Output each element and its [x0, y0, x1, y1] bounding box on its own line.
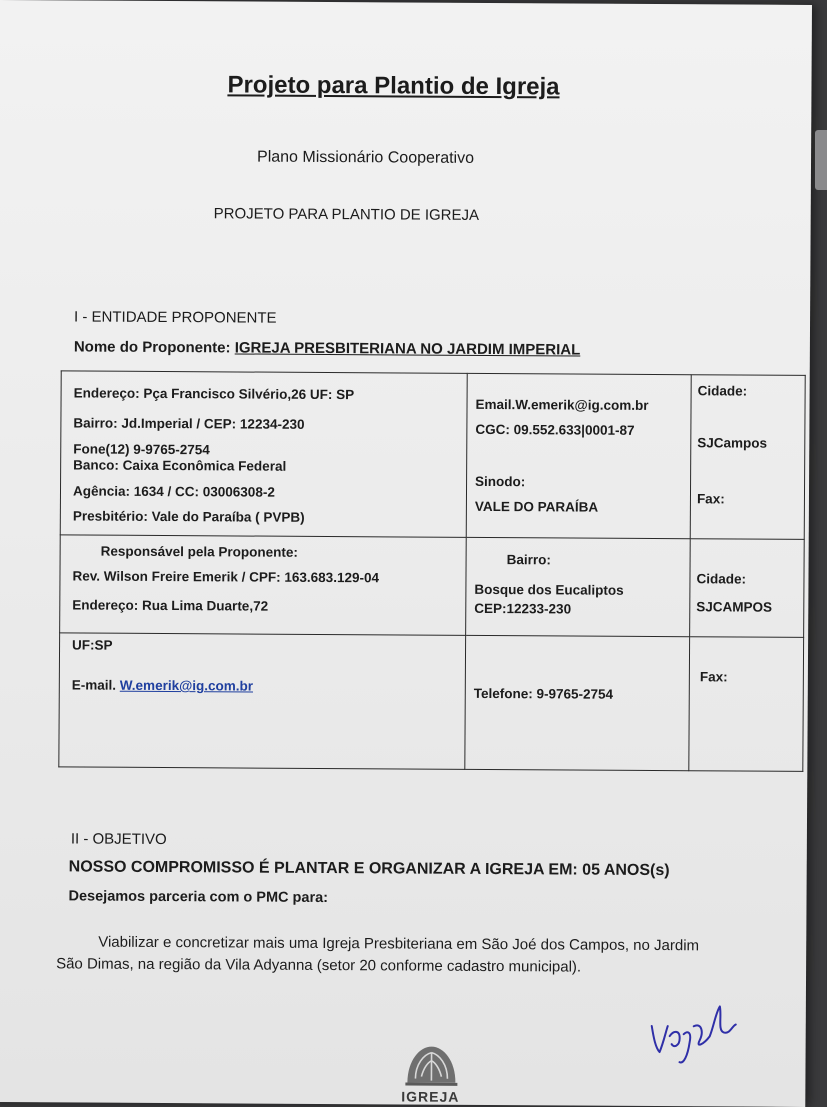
city-value: SJCampos — [697, 435, 768, 451]
contact-email-label: E-mail. — [71, 677, 120, 693]
uf-email-cell — [59, 633, 466, 769]
contact-email-link[interactable]: W.emerik@ig.com.br — [119, 677, 254, 694]
logo-text: IGREJA — [401, 1088, 460, 1105]
address-text: Endereço: Pça Francisco Silvério,26 UF: SP — [73, 385, 355, 403]
responsible-bairro-label: Bairro: — [506, 552, 551, 568]
section-1-heading: I - ENTIDADE PROPONENTE — [74, 308, 277, 327]
fax-label-2: Fax: — [699, 669, 728, 685]
fax-label: Fax: — [696, 491, 725, 507]
document-subtitle: Plano Missionário Cooperativo — [256, 148, 475, 167]
fax-cell — [689, 637, 804, 772]
bank-text: Banco: Caixa Econômica Federal — [73, 457, 287, 474]
agency-text: Agência: 1634 / CC: 03006308-2 — [72, 483, 275, 500]
city-label: Cidade: — [697, 383, 748, 399]
responsible-bairro-value: Bosque dos Eucaliptos — [474, 581, 624, 598]
synod-value: VALE DO PARAÍBA — [474, 498, 599, 515]
responsible-cell — [60, 535, 467, 635]
contact-email-line — [72, 677, 253, 693]
telephone-cell — [465, 635, 690, 770]
email-text: Email.W.emerik@ig.com.br — [475, 396, 649, 413]
bairro-text: Bairro: Jd.Imperial / CEP: 12234-230 — [73, 415, 305, 432]
responsible-bairro-cell — [466, 537, 691, 636]
partnership-text: Desejamos parceria com o PMC para: — [68, 888, 329, 907]
handwritten-signature — [644, 986, 754, 1067]
proponent-line — [74, 338, 581, 358]
responsible-city-label: Cidade: — [696, 571, 747, 587]
proponent-label: Nome do Proponente: — [73, 338, 235, 357]
responsible-value: Rev. Wilson Freire Emerik / CPF: 163.683.129-04 — [72, 568, 380, 586]
proponent-name: IGREJA PRESBITERIANA NO JARDIM IMPERIAL — [234, 339, 581, 359]
responsible-label: Responsável pela Proponente: — [100, 543, 298, 560]
responsible-city-cell — [690, 539, 805, 638]
binder-clip — [815, 130, 827, 190]
document-title: Projeto para Plantio de Igreja — [227, 71, 560, 101]
address-cell — [60, 371, 467, 537]
table-row — [60, 371, 805, 540]
responsible-city-value: SJCAMPOS — [696, 599, 773, 615]
entity-table — [58, 370, 805, 772]
city-cell — [690, 375, 805, 540]
table-row — [60, 535, 805, 638]
telephone-text: Telefone: 9-9765-2754 — [473, 685, 614, 702]
responsible-address: Endereço: Rua Lima Duarte,72 — [72, 597, 269, 614]
cgc-text: CGC: 09.552.633|0001-87 — [475, 421, 635, 438]
presbytery-text: Presbitério: Vale do Paraíba ( PVPB) — [72, 508, 305, 525]
section-2-heading: II - OBJETIVO — [70, 830, 167, 849]
table-row — [59, 633, 804, 772]
church-logo-icon — [401, 1038, 461, 1088]
phone-text: Fone(12) 9-9765-2754 — [73, 441, 210, 458]
uf-text: UF:SP — [72, 637, 113, 653]
commitment-text: NOSSO COMPROMISSO É PLANTAR E ORGANIZAR A IGREJA EM: 05 ANOS(s) — [68, 858, 670, 880]
objective-line-2: São Dimas, na região da Vila Adyanna (setor 20 conforme cadastro municipal). — [56, 955, 582, 976]
synod-label: Sinodo: — [475, 473, 526, 490]
contact-cell — [466, 373, 691, 538]
document-subtitle-caps: PROJETO PARA PLANTIO DE IGREJA — [213, 205, 480, 224]
objective-line-1: Viabilizar e concretizar mais uma Igreja Presbiteriana em São Joé dos Campos, no Jardim — [98, 933, 700, 955]
responsible-cep: CEP:12233-230 — [474, 600, 572, 617]
